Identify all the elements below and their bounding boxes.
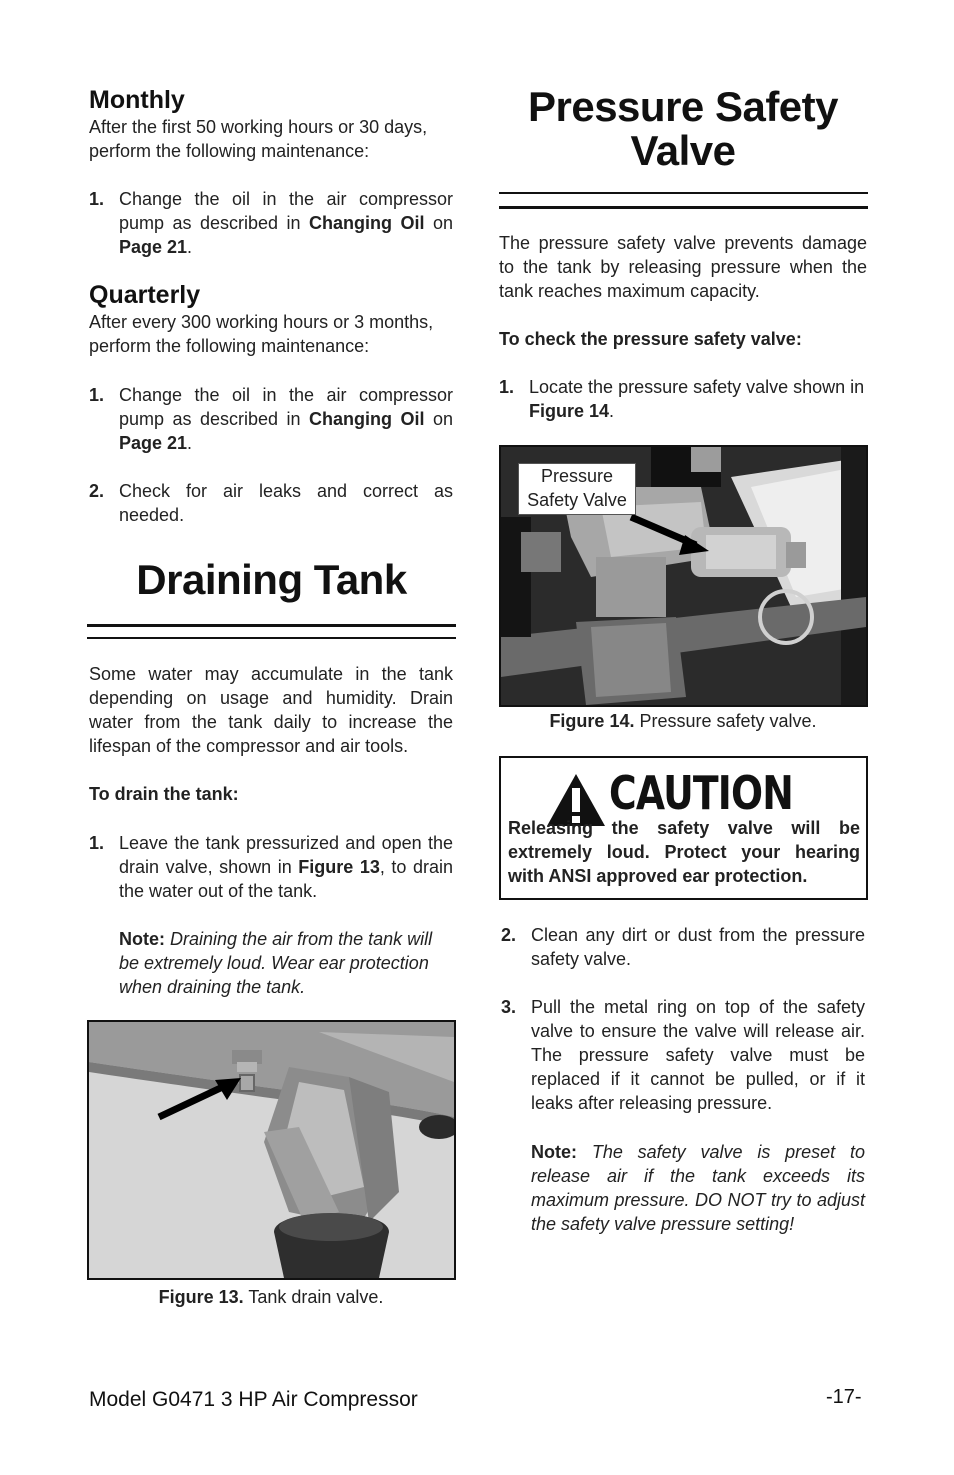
step-number: 3. bbox=[501, 997, 517, 1017]
changing-oil-ref: Changing Oil bbox=[309, 409, 425, 429]
quarterly-intro: After every 300 working hours or 3 months, perform the following maintenance: bbox=[89, 312, 434, 356]
pressure-safety-valve-title bbox=[499, 85, 867, 173]
note-text: Draining the air from the tank will be extremely loud. Wear ear protection when draining the tank. bbox=[119, 929, 433, 997]
figure-13-ref: Figure 13 bbox=[298, 857, 380, 877]
step-number: 1. bbox=[499, 377, 515, 397]
callout-line-1: Pressure bbox=[540, 466, 614, 486]
title-rule-bottom bbox=[87, 637, 456, 639]
figure-label: Figure 13. bbox=[158, 1287, 244, 1307]
draining-intro: Some water may accumulate in the tank depending on usage and humidity. Drain water from the tank daily to increase the lifespan of the compressor and air tools. bbox=[89, 664, 453, 756]
valve-intro: The pressure safety valve prevents damage to the tank by releasing pressure when the tank reaches maximum capacity. bbox=[499, 233, 867, 301]
note-label: Note: bbox=[531, 1142, 577, 1162]
changing-oil-ref: Changing Oil bbox=[309, 213, 425, 233]
valve-step-3: 3. Pull the metal ring on top of the safety valve to ensure the valve will release air. The pressure safety valve must be replaced if it cannot be pulled, or if it leaks after releasing pressure. bbox=[501, 997, 865, 1113]
draining-subhead: To drain the tank: bbox=[89, 784, 239, 804]
figure-label: Figure 14. bbox=[549, 711, 635, 731]
title-rule-top bbox=[87, 624, 456, 627]
monthly-step-1: 1. Change the oil in the air compressor pump as described in Changing Oil on Page 21. bbox=[89, 189, 453, 257]
draining-note bbox=[119, 927, 453, 999]
monthly-heading: Monthly bbox=[89, 86, 185, 114]
figure-14-ref: Figure 14 bbox=[529, 401, 610, 421]
step-number: 1. bbox=[89, 385, 105, 405]
step-number: 2. bbox=[89, 481, 105, 501]
callout-line-2: Safety Valve bbox=[527, 490, 627, 510]
page-number: -17- bbox=[826, 1386, 862, 1408]
valve-step-1: 1. Locate the pressure safety valve shown in Figure 14. bbox=[499, 377, 865, 421]
title-rule-top bbox=[499, 192, 868, 194]
title-line-2: Valve bbox=[630, 127, 736, 174]
note-label: Note: bbox=[119, 929, 165, 949]
caution-title: CAUTION bbox=[609, 766, 794, 820]
footer-model: Model G0471 3 HP Air Compressor bbox=[89, 1388, 418, 1411]
figure-caption-text: Tank drain valve. bbox=[248, 1287, 384, 1307]
pressure-safety-valve-callout bbox=[518, 463, 636, 515]
caution-box bbox=[499, 756, 868, 900]
figure-14-caption bbox=[499, 711, 867, 732]
note-text: The safety valve is preset to release air if the tank exceeds its maximum pressure. DO NOT try to adjust the safety valve pressure setting! bbox=[531, 1142, 865, 1234]
caution-text: Releasing the safety valve will be extremely loud. Protect your hearing with ANSI approved ear protection. bbox=[508, 818, 860, 886]
valve-subhead: To check the pressure safety valve: bbox=[499, 329, 802, 349]
figure-caption-text: Pressure safety valve. bbox=[639, 711, 817, 731]
draining-step-1: 1. Leave the tank pressurized and open the drain valve, shown in Figure 13, to drain the water out of the tank. bbox=[89, 833, 453, 901]
step-number: 2. bbox=[501, 925, 517, 945]
quarterly-step-1: 1. Change the oil in the air compressor pump as described in Changing Oil on Page 21. bbox=[89, 385, 453, 453]
title-line-1: Pressure Safety bbox=[527, 83, 839, 130]
title-rule-bottom bbox=[499, 206, 868, 209]
page-ref: Page 21 bbox=[119, 237, 188, 257]
step-number: 1. bbox=[89, 189, 105, 209]
monthly-intro: After the first 50 working hours or 30 days, perform the following maintenance: bbox=[89, 117, 428, 161]
figure-13-caption bbox=[89, 1287, 453, 1308]
step-number: 1. bbox=[89, 833, 105, 853]
page-ref: Page 21 bbox=[119, 433, 188, 453]
valve-step-2: 2. Clean any dirt or dust from the pressure safety valve. bbox=[501, 925, 865, 969]
quarterly-step-2: 2. Check for air leaks and correct as needed. bbox=[89, 481, 453, 525]
draining-tank-title: Draining Tank bbox=[136, 556, 407, 603]
figure-13-image bbox=[87, 1020, 456, 1280]
valve-note bbox=[531, 1140, 865, 1236]
quarterly-heading: Quarterly bbox=[89, 281, 201, 309]
tank-drain-valve-illustration bbox=[89, 1022, 454, 1278]
figure-14-image bbox=[499, 445, 868, 707]
